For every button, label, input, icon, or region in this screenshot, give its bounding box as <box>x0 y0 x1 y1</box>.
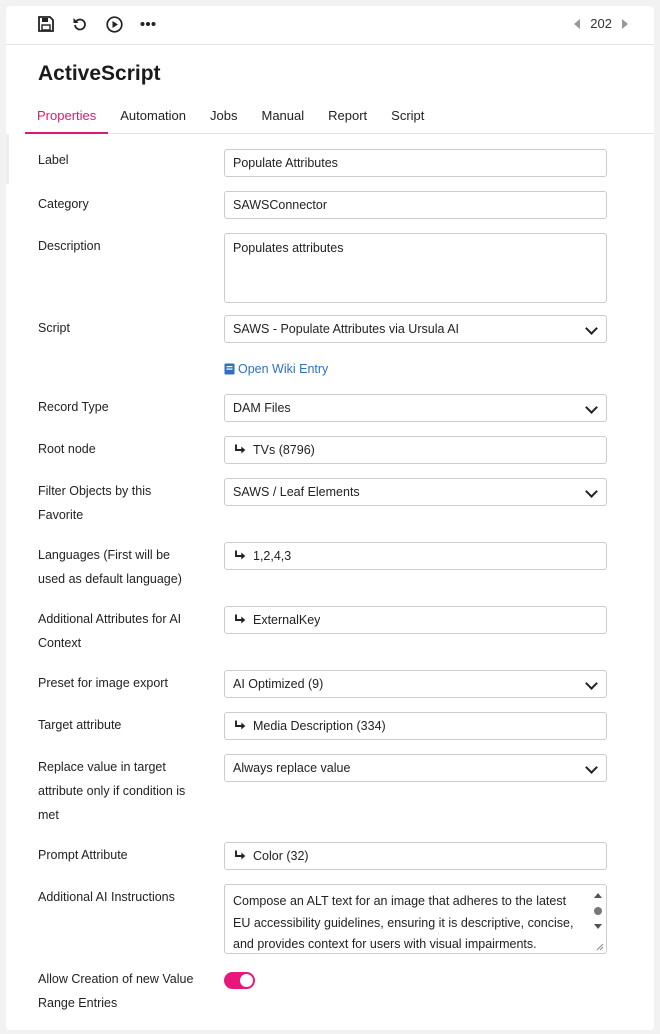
allow-creation-toggle[interactable] <box>224 972 255 989</box>
chevron-down-icon <box>585 677 598 690</box>
chevron-down-icon <box>585 322 598 335</box>
tab-properties[interactable]: Properties <box>25 106 108 134</box>
tab-script[interactable]: Script <box>391 108 425 123</box>
preset-export-value: AI Optimized (9) <box>233 677 324 691</box>
root-node-value: TVs (8796) <box>253 443 315 457</box>
pager <box>574 16 628 31</box>
languages-field-label: Languages (First will be used as default language) <box>38 548 182 586</box>
tab-report[interactable]: Report <box>328 108 368 123</box>
label-field-label: Label <box>38 153 69 167</box>
next-page-arrow-icon[interactable] <box>622 19 628 29</box>
record-type-value: DAM Files <box>233 401 291 415</box>
script-select[interactable] <box>224 315 607 343</box>
page-number: 202 <box>590 16 612 31</box>
description-field-label: Description <box>38 239 101 253</box>
preset-export-select[interactable] <box>224 670 607 698</box>
reference-arrow-icon <box>233 549 247 563</box>
reference-arrow-icon <box>233 443 247 457</box>
target-attribute-value: Media Description (334) <box>253 719 386 733</box>
record-type-field-label: Record Type <box>38 400 109 414</box>
prompt-attribute-value: Color (32) <box>253 849 309 863</box>
open-wiki-link[interactable] <box>224 362 328 376</box>
script-select-value: SAWS - Populate Attributes via Ursula AI <box>233 322 460 336</box>
prompt-attribute-field-label: Prompt Attribute <box>38 848 128 862</box>
description-textarea[interactable] <box>224 233 607 303</box>
chevron-down-icon <box>585 761 598 774</box>
target-attribute-picker[interactable] <box>224 712 607 740</box>
additional-attributes-value: ExternalKey <box>253 613 321 627</box>
chevron-down-icon <box>585 485 598 498</box>
open-wiki-link-label: Open Wiki Entry <box>238 362 329 376</box>
reference-arrow-icon <box>233 849 247 863</box>
root-node-field-label: Root node <box>38 442 96 456</box>
category-input-value: SAWSConnector <box>233 198 328 212</box>
filter-favorite-select[interactable] <box>224 478 607 506</box>
root-node-picker[interactable] <box>224 436 607 464</box>
activescript-panel <box>6 6 654 1030</box>
reference-arrow-icon <box>233 613 247 627</box>
prev-page-arrow-icon[interactable] <box>574 19 580 29</box>
resize-handle-icon[interactable] <box>596 943 604 951</box>
replace-value-select[interactable] <box>224 754 607 782</box>
description-value: Populates attributes <box>233 241 344 255</box>
textarea-scrollbar[interactable] <box>593 889 603 933</box>
left-edge-divider <box>6 134 9 184</box>
reference-arrow-icon <box>233 719 247 733</box>
record-type-select[interactable] <box>224 394 607 422</box>
more-icon[interactable] <box>138 14 158 34</box>
label-input-value: Populate Attributes <box>233 156 338 170</box>
toggle-knob <box>240 974 253 987</box>
languages-picker[interactable] <box>224 542 607 570</box>
preset-export-field-label: Preset for image export <box>38 676 168 690</box>
category-field-label: Category <box>38 197 89 211</box>
replace-value-field-label: Replace value in target attribute only if condition is met <box>38 760 186 822</box>
ai-instructions-textarea[interactable] <box>224 884 607 954</box>
book-icon <box>224 363 235 375</box>
page-title: ActiveScript <box>38 62 161 85</box>
ai-instructions-value: Compose an ALT text for an image that adheres to the latest EU accessibility guidelines, ensuring it is descriptive, concise, and provides context for users with visual impairments. <box>233 894 574 951</box>
refresh-icon[interactable] <box>70 14 90 34</box>
prompt-attribute-picker[interactable] <box>224 842 607 870</box>
toolbar <box>6 6 654 45</box>
additional-attributes-picker[interactable] <box>224 606 607 634</box>
additional-attributes-field-label: Additional Attributes for AI Context <box>38 612 182 650</box>
filter-favorite-field-label: Filter Objects by this Favorite <box>38 484 152 522</box>
target-attribute-field-label: Target attribute <box>38 718 122 732</box>
play-icon[interactable] <box>104 14 124 34</box>
tab-jobs[interactable]: Jobs <box>210 108 238 123</box>
replace-value-value: Always replace value <box>233 761 351 775</box>
category-input[interactable] <box>224 191 607 219</box>
tab-automation[interactable]: Automation <box>120 108 187 123</box>
tab-bar <box>25 106 654 134</box>
label-input[interactable] <box>224 149 607 177</box>
save-icon[interactable] <box>36 14 56 34</box>
languages-value: 1,2,4,3 <box>253 549 292 563</box>
script-field-label: Script <box>38 321 70 335</box>
allow-creation-field-label: Allow Creation of new Value Range Entries <box>38 972 194 1010</box>
ai-instructions-field-label: Additional AI Instructions <box>38 890 175 904</box>
tab-manual[interactable]: Manual <box>261 108 305 123</box>
chevron-down-icon <box>585 401 598 414</box>
filter-favorite-value: SAWS / Leaf Elements <box>233 485 360 499</box>
